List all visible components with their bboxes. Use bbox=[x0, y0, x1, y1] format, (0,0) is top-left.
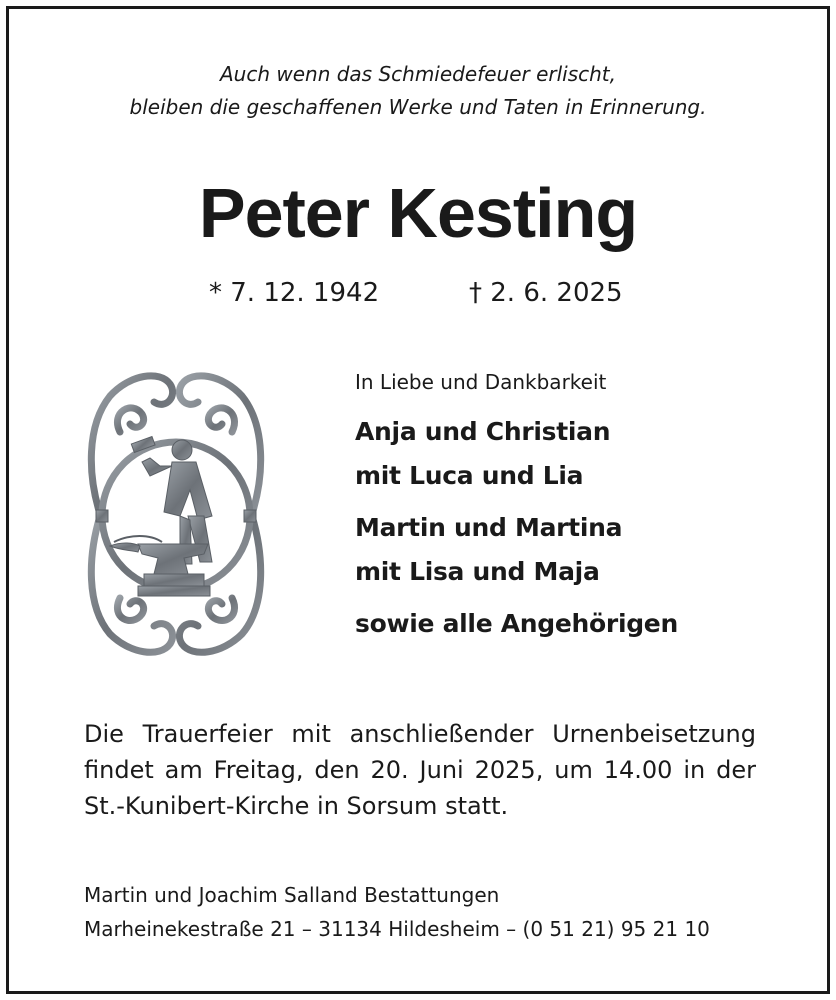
motto-line-2: bleiben die geschaffenen Werke und Taten in Erinnerung. bbox=[129, 95, 707, 119]
motto-line-1: Auch wenn das Schmiedefeuer erlischt, bbox=[219, 62, 617, 86]
undertaker-name: Martin und Joachim Salland Bestattungen bbox=[84, 883, 500, 907]
family-group bbox=[355, 506, 795, 594]
undertaker-info bbox=[84, 878, 710, 946]
service-line: Die Trauerfeier mit anschließender Urnenbeisetzung bbox=[84, 720, 756, 748]
family-block bbox=[355, 366, 795, 646]
family-group-line: mit Luca und Lia bbox=[355, 461, 584, 490]
family-group-line: sowie alle Angehörigen bbox=[355, 609, 678, 638]
family-group-line: Anja und Christian bbox=[355, 417, 611, 446]
family-group bbox=[355, 602, 795, 646]
family-intro: In Liebe und Dankbarkeit bbox=[355, 370, 607, 394]
birth-date: * 7. 12. 1942 bbox=[209, 278, 380, 308]
family-group-line: Martin und Martina bbox=[355, 513, 623, 542]
death-date: † 2. 6. 2025 bbox=[469, 278, 623, 308]
service-line: findet am Freitag, den 20. Juni 2025, um 14.00 in der bbox=[84, 756, 756, 784]
undertaker-address: Marheinekestraße 21 – 31134 Hildesheim – (0 51 21) 95 21 10 bbox=[84, 917, 710, 941]
funeral-service-info bbox=[84, 716, 756, 824]
family-group bbox=[355, 410, 795, 498]
blacksmith-anvil-emblem-icon bbox=[80, 366, 272, 660]
family-group-line: mit Lisa und Maja bbox=[355, 557, 600, 586]
deceased-name: Peter Kesting bbox=[198, 174, 638, 252]
motto bbox=[0, 58, 836, 124]
service-line: St.-Kunibert-Kirche in Sorsum statt. bbox=[84, 792, 509, 820]
